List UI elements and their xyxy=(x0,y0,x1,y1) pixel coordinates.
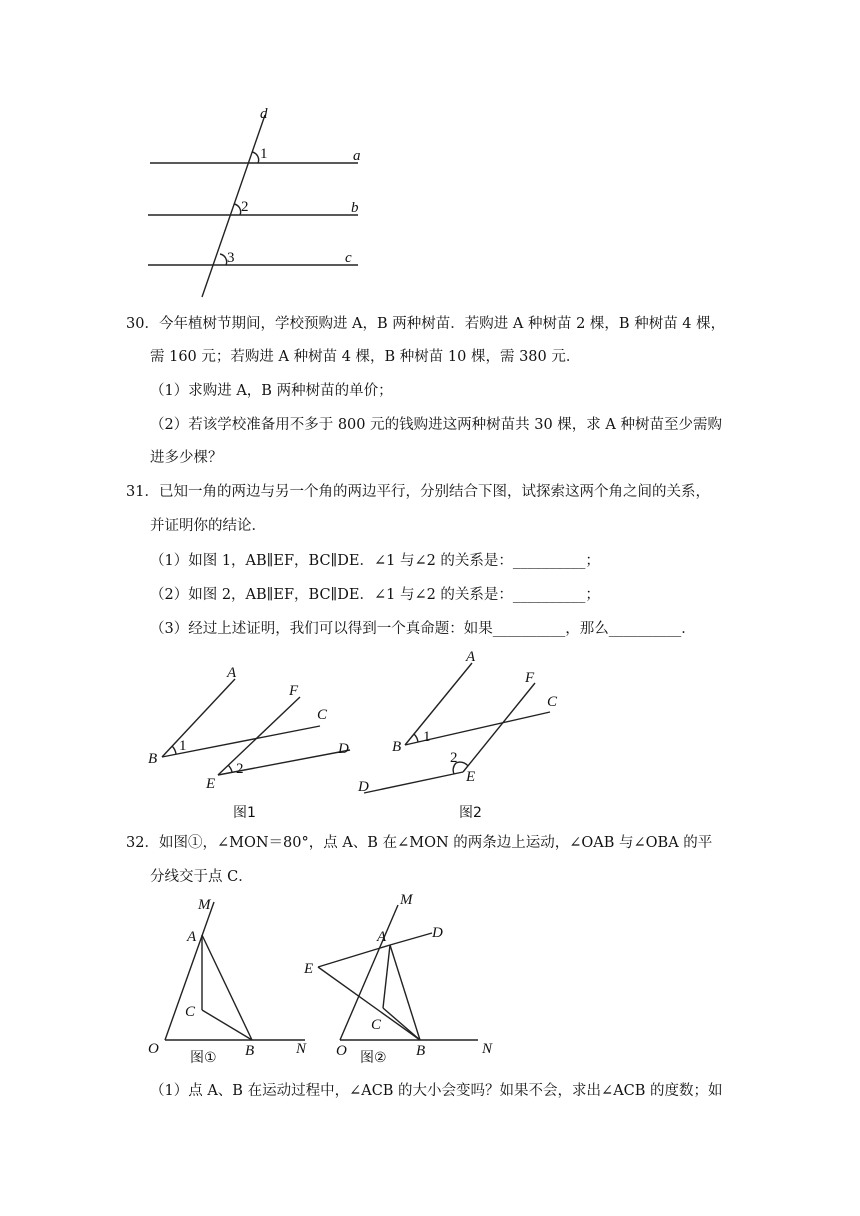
label-angle-1: 1 xyxy=(423,729,431,745)
label-angle-2: 2 xyxy=(236,761,244,777)
segment-ED xyxy=(364,772,463,793)
label-D: D xyxy=(338,741,349,757)
figure-2 xyxy=(350,645,580,825)
transversal-line-d xyxy=(202,115,265,297)
segment-EA xyxy=(318,945,390,967)
label-A: A xyxy=(466,649,476,665)
q30-sub-2-line-1: （2）若该学校准备用不多于 800 元的钱购进这两种树苗共 30 棵，求 A 种树苗至少需购 xyxy=(150,417,722,433)
figure-1-caption: 图1 xyxy=(233,805,256,821)
q31-line-1: 31．已知一角的两边与另一个角的两边平行，分别结合下图，试探索这两个角之间的关系， xyxy=(126,484,710,500)
label-angle-3: 3 xyxy=(227,250,235,266)
label-a: a xyxy=(353,148,361,164)
figure-circle-2 xyxy=(300,885,510,1065)
label-C: C xyxy=(317,707,328,723)
label-C: C xyxy=(371,1017,382,1033)
label-E: E xyxy=(466,769,476,785)
label-N: N xyxy=(296,1041,307,1057)
label-O: O xyxy=(336,1043,347,1059)
angle-arc-1 xyxy=(414,734,418,742)
q30-line-1: 30．今年植树节期间，学校预购进 A，B 两种树苗．若购进 A 种树苗 2 棵，B 种树苗 4 棵， xyxy=(126,316,726,332)
segment-EF xyxy=(218,697,300,775)
label-F: F xyxy=(289,683,299,699)
figure-circle-2-caption: 图② xyxy=(360,1050,387,1066)
angle-arc-1 xyxy=(172,746,176,754)
label-C: C xyxy=(185,1004,196,1020)
label-B: B xyxy=(148,751,158,767)
label-D: D xyxy=(432,925,443,941)
label-A: A xyxy=(187,929,197,945)
label-A: A xyxy=(227,665,237,681)
q31-sub-2: （2）如图 2，AB∥EF，BC∥DE．∠1 与∠2 的关系是：__________； xyxy=(150,587,600,603)
segment-EB xyxy=(318,967,420,1040)
label-E: E xyxy=(304,961,314,977)
q30-sub-2-line-2: 进多少棵？ xyxy=(150,450,223,466)
segment-AB xyxy=(390,945,420,1040)
figure-circle-1-caption: 图① xyxy=(190,1050,217,1066)
label-M: M xyxy=(400,892,413,908)
label-angle-2: 2 xyxy=(241,199,249,215)
label-E: E xyxy=(206,776,216,792)
angle-arc-2 xyxy=(228,765,232,772)
q31-sub-1: （1）如图 1，AB∥EF，BC∥DE．∠1 与∠2 的关系是：__________； xyxy=(150,553,600,569)
label-b: b xyxy=(351,200,359,216)
label-B: B xyxy=(245,1043,255,1059)
segment-AC xyxy=(383,945,390,1008)
label-C: C xyxy=(547,694,558,710)
label-B: B xyxy=(392,739,402,755)
label-A: A xyxy=(377,929,387,945)
label-N: N xyxy=(482,1041,493,1057)
label-F: F xyxy=(525,670,535,686)
ray-AD xyxy=(390,933,432,945)
label-D: D xyxy=(358,779,369,795)
q32-line-2: 分线交于点 C． xyxy=(150,869,253,885)
parallel-lines-figure xyxy=(140,100,380,310)
segment-EF xyxy=(463,683,535,772)
q32-sub-1: （1）点 A、B 在运动过程中，∠ACB 的大小会变吗？如果不会，求出∠ACB 的度数；如 xyxy=(150,1083,723,1099)
label-c: c xyxy=(345,250,352,266)
angle-arc-1 xyxy=(252,152,259,163)
label-O: O xyxy=(148,1041,159,1057)
label-M: M xyxy=(198,897,211,913)
label-d: d xyxy=(260,106,268,122)
ray-OM xyxy=(340,905,398,1040)
angle-arc-2 xyxy=(234,204,241,215)
angle-arc-3 xyxy=(220,254,227,265)
figure-1 xyxy=(140,655,370,825)
label-angle-1: 1 xyxy=(179,738,187,754)
figure-2-caption: 图2 xyxy=(459,805,482,821)
q30-line-2: 需 160 元；若购进 A 种树苗 4 棵，B 种树苗 10 棵，需 380 元． xyxy=(150,349,581,365)
label-B: B xyxy=(416,1043,426,1059)
q31-line-2: 并证明你的结论． xyxy=(150,518,266,534)
q31-sub-3: （3）经过上述证明，我们可以得到一个真命题：如果__________，那么__________． xyxy=(150,621,696,637)
label-angle-2: 2 xyxy=(450,750,458,766)
label-angle-1: 1 xyxy=(260,146,268,162)
q30-sub-1: （1）求购进 A，B 两种树苗的单价； xyxy=(150,383,393,399)
q32-line-1: 32．如图①，∠MON＝80°，点 A、B 在∠MON 的两条边上运动，∠OAB 与∠OBA 的平 xyxy=(126,835,713,851)
